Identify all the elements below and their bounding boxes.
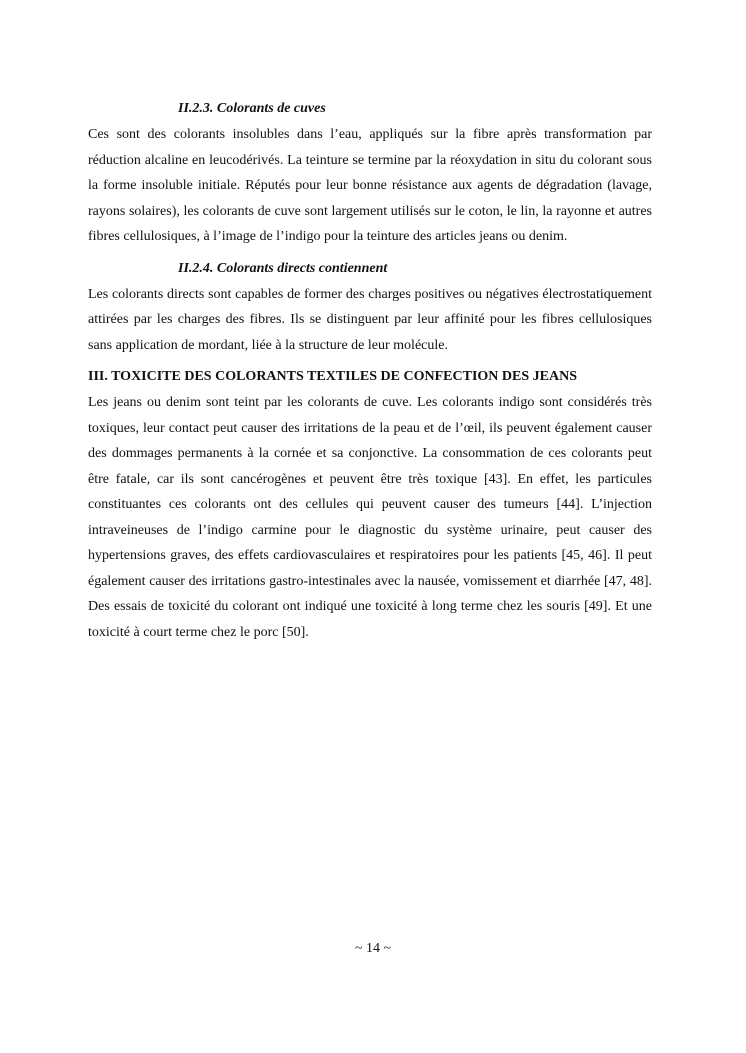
section-heading-toxicite: III. TOXICITE DES COLORANTS TEXTILES DE CONFECTION DES JEANS	[88, 369, 577, 384]
page-number: ~ 14 ~	[354, 941, 392, 956]
document-page	[88, 100, 652, 645]
section-heading-colorants-directs: II.2.4. Colorants directs contiennent	[178, 260, 388, 276]
section-heading-colorants-de-cuves: II.2.3. Colorants de cuves	[178, 101, 326, 116]
paragraph-colorants-de-cuves: Ces sont des colorants insolubles dans l’eau, appliqués sur la fibre après transformation par réduction alcaline en leucodérivés. La teinture se termine par la réoxydation in situ du colorant sous la forme insoluble initiale. Réputés pour leur bonne résistance aux agents de dégradation (lavage, rayons solaires), les colorants de cuve sont largement utilisés sur le coton, le lin, la rayonne et autres fibres cellulosiques, à l’image de l’indigo pour la teinture des articles jeans ou denim.	[88, 127, 652, 244]
paragraph-toxicite: Les jeans ou denim sont teint par les colorants de cuve. Les colorants indigo sont considérés très toxiques, leur contact peut causer des irritations de la peau et de l’œil, ils peuvent également causer des dommages permanents à la cornée et sa conjonctive. La consommation de ces colorants peut être fatale, car ils sont cancérogènes et peuvent être très toxique [43]. En effet, les particules constituantes ces colorants ont des cellules qui peuvent causer des tumeurs [44]. L’injection intraveineuses de l’indigo carmine pour le diagnostic du système urinaire, peut causer des hypertensions graves, des effets cardiovasculaires et respiratoires pour les patients [45, 46]. Il peut également causer des irritations gastro-intestinales avec la nausée, vomissement et diarrhée [47, 48]. Des essais de toxicité du colorant ont indiqué une toxicité à long terme chez les souris [49]. Et une toxicité à court terme chez le porc [50].	[88, 395, 652, 640]
paragraph-colorants-directs: Les colorants directs sont capables de former des charges positives ou négatives électrostatiquement attirées par les charges des fibres. Ils se distinguent par leur affinité pour les fibres cellulosiques sans application de mordant, liée à la structure de leur molécule.	[88, 286, 652, 353]
